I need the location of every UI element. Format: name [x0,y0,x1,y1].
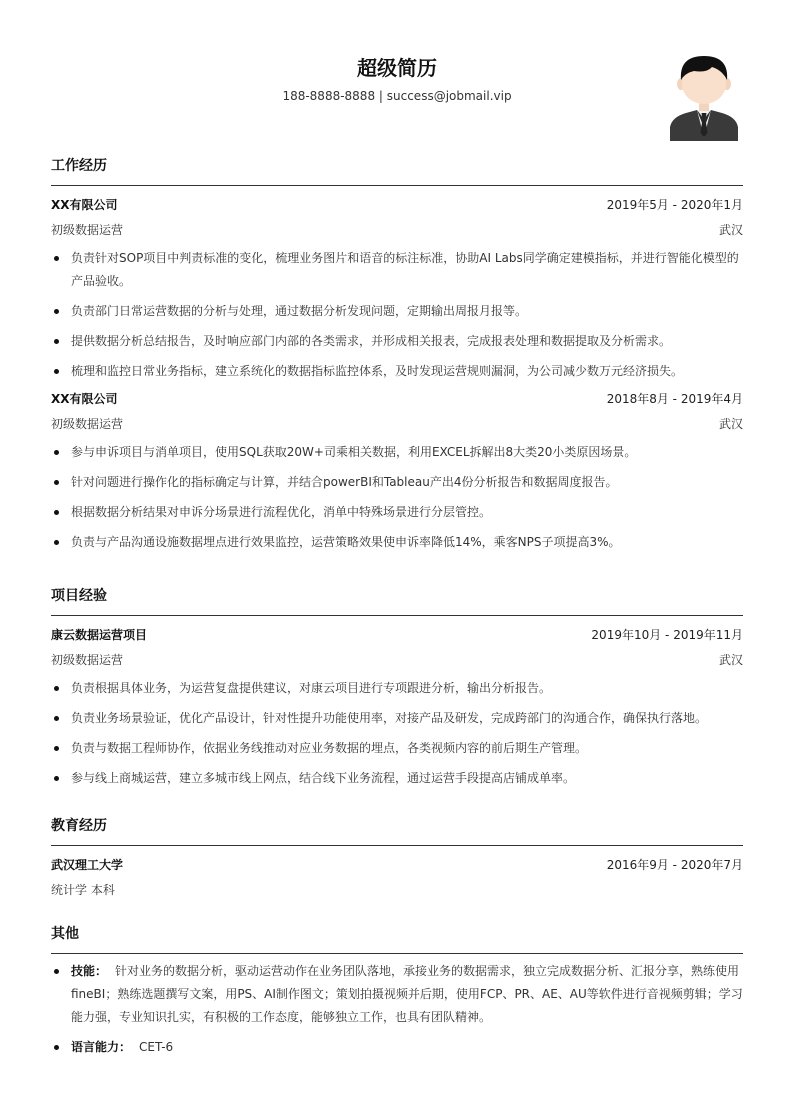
list-item: 负责部门日常运营数据的分析与处理，通过数据分析发现问题，定期输出周报月报等。 [51,300,743,323]
project-name: 康云数据运营项目 [51,628,148,642]
work-section [51,156,743,561]
list-item: 负责业务场景验证，优化产品设计，针对性提升功能使用率，对接产品及研发，完成跨部门的沟通合作，确保执行落地。 [51,707,743,730]
education-section [51,816,743,899]
list-item: 根据数据分析结果对申诉分场景进行流程优化，消单中特殊场景进行分层管控。 [51,501,743,524]
section-divider [51,953,743,954]
list-item: 负责根据具体业务，为运营复盘提供建议，对康云项目进行专项跟进分析，输出分析报告。 [51,677,743,700]
avatar-icon [668,53,740,141]
job-role: 初级数据运营 [51,223,124,237]
language-item [51,1036,743,1059]
education-section-title: 教育经历 [51,818,107,834]
list-item: 参与线上商城运营，建立多城市线上网点，结合线下业务流程，通过运营手段提高店铺成单率。 [51,767,743,790]
work-entry [51,196,743,383]
section-divider [51,615,743,616]
list-item: 梳理和监控日常业务指标，建立系统化的数据指标监控体系，及时发现运营规则漏洞，为公司减少数万元经济损失。 [51,360,743,383]
list-item: 负责与数据工程师协作，依据业务线推动对应业务数据的埋点，各类视频内容的前后期生产管理。 [51,737,743,760]
job-location: 武汉 [718,223,743,237]
list-item: 参与申诉项目与消单项目，使用SQL获取20W+司乘相关数据，利用EXCEL拆解出8大类20小类原因场景。 [51,441,743,464]
school-name: 武汉理工大学 [51,858,124,872]
entry-date: 2019年5月 - 2020年1月 [606,198,743,212]
resume-name: 超级简历 [357,56,437,80]
work-entry [51,390,743,554]
section-divider [51,845,743,846]
skills-text: 针对业务的数据分析，驱动运营动作在业务团队落地，承接业务的数据需求，独立完成数据分析、汇报分享，熟练使用fineBI；熟练选题撰写文案，用PS、AI制作图文；策划拍摄视频并后期，使用FCP、PR、AE、AU等软件进行音视频剪辑；学习能力强，专业知识扎实，有积极的工作态度，能够独立工作，也具有团队精神。 [71,964,743,1024]
job-role: 初级数据运营 [51,653,124,667]
job-location: 武汉 [718,417,743,431]
company-name: XX有限公司 [51,198,118,212]
company-name: XX有限公司 [51,392,118,406]
project-entry [51,626,743,790]
education-entry [51,856,743,899]
contact-info: 188-8888-8888 | success@jobmail.vip [282,89,512,103]
entry-date: 2018年8月 - 2019年4月 [606,392,743,406]
work-section-title: 工作经历 [51,158,107,174]
section-divider [51,185,743,186]
list-item: 负责与产品沟通设施数据埋点进行效果监控，运营策略效果使申诉率降低14%，乘客NPS子项提高3%。 [51,531,743,554]
job-location: 武汉 [718,653,743,667]
project-section-title: 项目经验 [51,588,107,604]
list-item: 针对问题进行操作化的指标确定与计算，并结合powerBI和Tableau产出4份分析报告和数据周度报告。 [51,471,743,494]
language-text: CET-6 [139,1040,174,1054]
list-item: 提供数据分析总结报告，及时响应部门内部的各类需求，并形成相关报表，完成报表处理和数据提取及分析需求。 [51,330,743,353]
other-section-title: 其他 [51,926,79,942]
entry-date: 2016年9月 - 2020年7月 [606,858,743,872]
skills-label: 技能： [71,964,108,978]
other-section [51,924,743,1066]
list-item: 负责针对SOP项目中判责标准的变化，梳理业务图片和语音的标注标准，协助AI Labs同学确定建模指标，并进行智能化模型的产品验收。 [51,247,743,293]
skills-item [51,960,743,1029]
job-role: 初级数据运营 [51,417,124,431]
entry-date: 2019年10月 - 2019年11月 [591,628,743,642]
language-label: 语言能力： [71,1040,132,1054]
major-degree: 统计学 本科 [51,883,115,897]
project-section [51,586,743,797]
